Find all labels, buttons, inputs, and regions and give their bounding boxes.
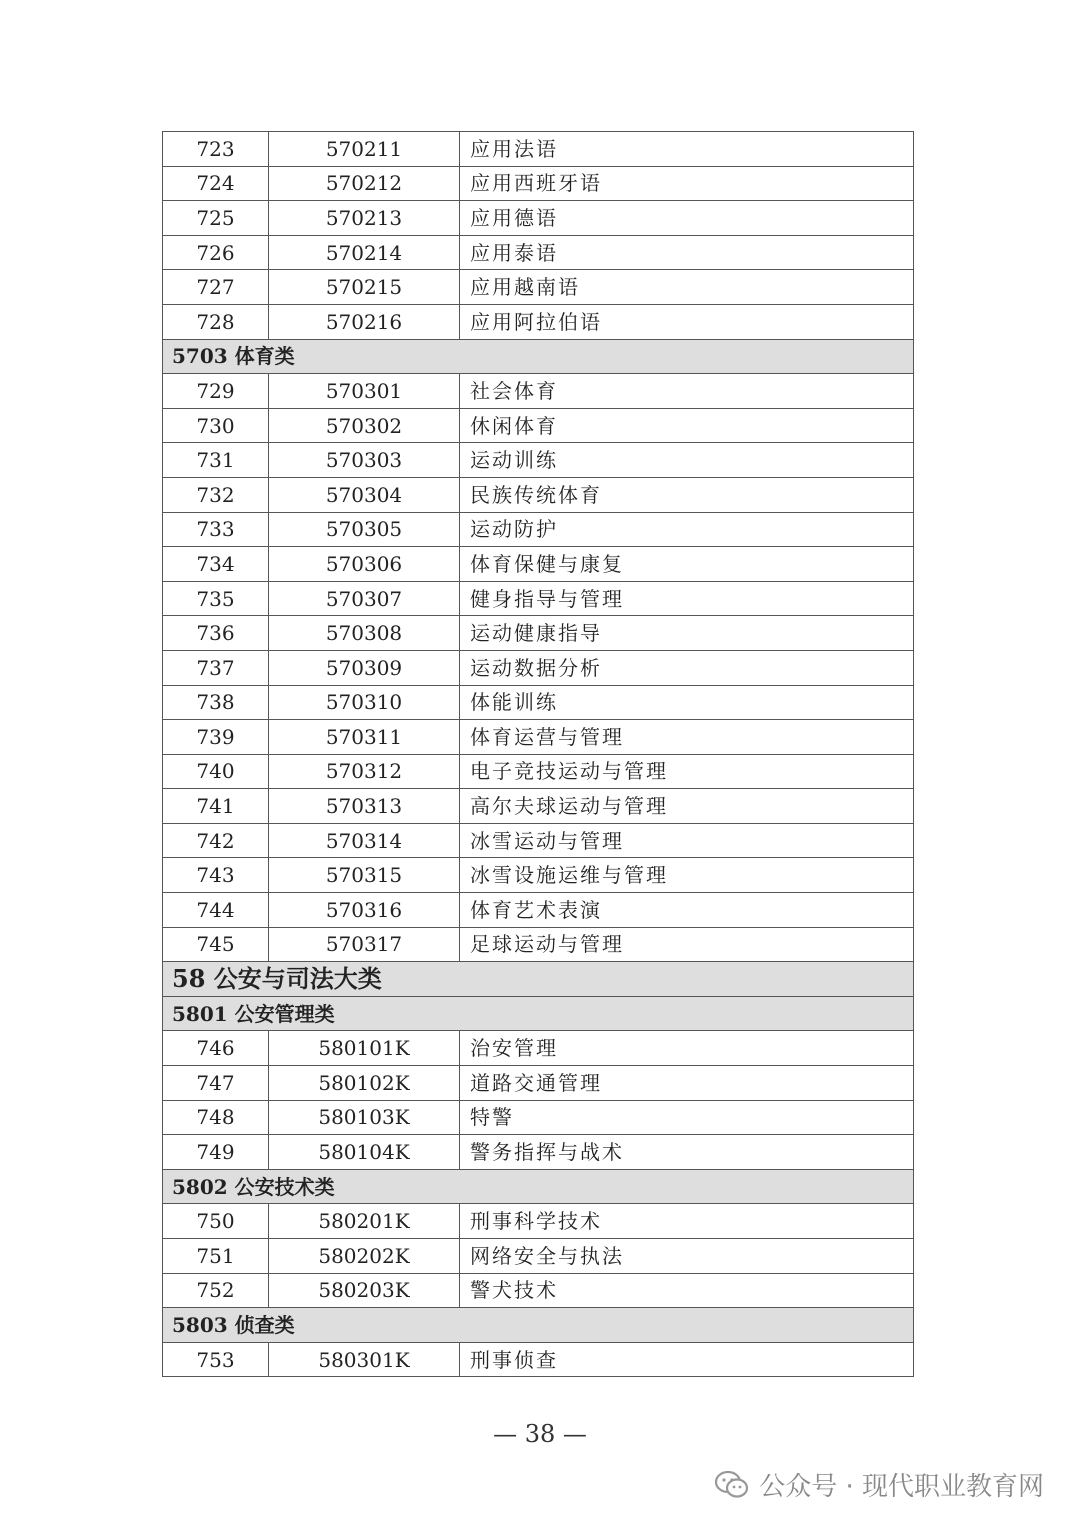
category-label: 5801 公安管理类 [163, 996, 914, 1031]
category-row [163, 339, 914, 374]
row-number: 749 [163, 1135, 269, 1170]
row-name: 健身指导与管理 [460, 581, 914, 616]
row-number: 724 [163, 166, 269, 201]
row-name: 刑事侦查 [460, 1342, 914, 1377]
table-row [163, 235, 914, 270]
row-name: 民族传统体育 [460, 477, 914, 512]
table-row [163, 650, 914, 685]
row-number: 729 [163, 374, 269, 409]
row-code: 570311 [269, 720, 460, 755]
row-number: 752 [163, 1273, 269, 1308]
row-code: 580104K [269, 1135, 460, 1170]
table-row [163, 512, 914, 547]
row-name: 电子竞技运动与管理 [460, 754, 914, 789]
row-name: 体育保健与康复 [460, 547, 914, 582]
row-name: 高尔夫球运动与管理 [460, 789, 914, 824]
row-number: 740 [163, 754, 269, 789]
category-row [163, 1308, 914, 1343]
table-row [163, 443, 914, 478]
row-code: 570211 [269, 132, 460, 167]
row-number: 731 [163, 443, 269, 478]
row-name: 运动防护 [460, 512, 914, 547]
row-code: 570309 [269, 650, 460, 685]
table-row [163, 581, 914, 616]
row-name: 冰雪设施运维与管理 [460, 858, 914, 893]
row-code: 570305 [269, 512, 460, 547]
row-name: 道路交通管理 [460, 1066, 914, 1101]
table-row [163, 201, 914, 236]
row-number: 743 [163, 858, 269, 893]
row-code: 580202K [269, 1239, 460, 1274]
table-row [163, 270, 914, 305]
row-number: 727 [163, 270, 269, 305]
row-name: 刑事科学技术 [460, 1204, 914, 1239]
row-name: 社会体育 [460, 374, 914, 409]
row-name: 警犬技术 [460, 1273, 914, 1308]
table-row [163, 1273, 914, 1308]
row-number: 745 [163, 927, 269, 962]
row-name: 运动训练 [460, 443, 914, 478]
row-code: 570312 [269, 754, 460, 789]
row-name: 体能训练 [460, 685, 914, 720]
row-code: 570316 [269, 893, 460, 928]
row-number: 738 [163, 685, 269, 720]
table-row [163, 1031, 914, 1066]
table-row [163, 166, 914, 201]
table-row [163, 132, 914, 167]
row-code: 570313 [269, 789, 460, 824]
row-code: 580301K [269, 1342, 460, 1377]
row-name: 应用德语 [460, 201, 914, 236]
row-name: 应用泰语 [460, 235, 914, 270]
row-number: 750 [163, 1204, 269, 1239]
row-number: 725 [163, 201, 269, 236]
row-code: 570302 [269, 408, 460, 443]
row-code: 570212 [269, 166, 460, 201]
row-number: 739 [163, 720, 269, 755]
row-name: 运动健康指导 [460, 616, 914, 651]
row-name: 应用越南语 [460, 270, 914, 305]
major-category-row [163, 962, 914, 997]
category-label: 58 公安与司法大类 [163, 962, 914, 997]
row-number: 730 [163, 408, 269, 443]
table-row [163, 1342, 914, 1377]
table-row [163, 789, 914, 824]
table-row [163, 720, 914, 755]
row-number: 733 [163, 512, 269, 547]
row-name: 足球运动与管理 [460, 927, 914, 962]
row-name: 特警 [460, 1100, 914, 1135]
table-row [163, 927, 914, 962]
row-code: 570307 [269, 581, 460, 616]
row-number: 736 [163, 616, 269, 651]
row-code: 570303 [269, 443, 460, 478]
category-label: 5803 侦查类 [163, 1308, 914, 1343]
category-row [163, 996, 914, 1031]
row-code: 580203K [269, 1273, 460, 1308]
category-label: 5703 体育类 [163, 339, 914, 374]
row-code: 570304 [269, 477, 460, 512]
row-number: 735 [163, 581, 269, 616]
table-row [163, 477, 914, 512]
row-number: 741 [163, 789, 269, 824]
row-code: 570214 [269, 235, 460, 270]
category-label: 5802 公安技术类 [163, 1169, 914, 1204]
row-code: 570310 [269, 685, 460, 720]
row-name: 警务指挥与战术 [460, 1135, 914, 1170]
table-row [163, 1204, 914, 1239]
row-number: 737 [163, 650, 269, 685]
row-number: 748 [163, 1100, 269, 1135]
table-row [163, 374, 914, 409]
row-name: 体育艺术表演 [460, 893, 914, 928]
row-number: 746 [163, 1031, 269, 1066]
row-number: 753 [163, 1342, 269, 1377]
wechat-icon [715, 1470, 749, 1500]
page-number: — 38 — [493, 1420, 587, 1448]
row-number: 742 [163, 823, 269, 858]
row-number: 734 [163, 547, 269, 582]
row-code: 580102K [269, 1066, 460, 1101]
row-code: 580201K [269, 1204, 460, 1239]
watermark [715, 1466, 1044, 1503]
table-body [163, 132, 914, 1377]
row-name: 体育运营与管理 [460, 720, 914, 755]
row-number: 747 [163, 1066, 269, 1101]
row-code: 570317 [269, 927, 460, 962]
row-number: 744 [163, 893, 269, 928]
row-name: 运动数据分析 [460, 650, 914, 685]
table-row [163, 823, 914, 858]
row-code: 570315 [269, 858, 460, 893]
row-code: 570216 [269, 304, 460, 339]
row-code: 580103K [269, 1100, 460, 1135]
row-number: 728 [163, 304, 269, 339]
row-name: 休闲体育 [460, 408, 914, 443]
row-name: 应用法语 [460, 132, 914, 167]
row-number: 723 [163, 132, 269, 167]
table-row [163, 1066, 914, 1101]
table-row [163, 685, 914, 720]
table-row [163, 1239, 914, 1274]
row-code: 570308 [269, 616, 460, 651]
table-row [163, 1100, 914, 1135]
table-row [163, 304, 914, 339]
table-row [163, 1135, 914, 1170]
table-row [163, 616, 914, 651]
row-code: 570301 [269, 374, 460, 409]
row-number: 732 [163, 477, 269, 512]
table-row [163, 547, 914, 582]
row-name: 治安管理 [460, 1031, 914, 1066]
watermark-text: 公众号 · 现代职业教育网 [759, 1472, 1044, 1502]
row-number: 751 [163, 1239, 269, 1274]
row-code: 570314 [269, 823, 460, 858]
table-row [163, 408, 914, 443]
row-name: 网络安全与执法 [460, 1239, 914, 1274]
category-row [163, 1169, 914, 1204]
row-name: 冰雪运动与管理 [460, 823, 914, 858]
specialty-table [162, 131, 914, 1377]
row-code: 570213 [269, 201, 460, 236]
table-row [163, 858, 914, 893]
row-code: 580101K [269, 1031, 460, 1066]
table-row [163, 893, 914, 928]
row-name: 应用西班牙语 [460, 166, 914, 201]
row-name: 应用阿拉伯语 [460, 304, 914, 339]
table-row [163, 754, 914, 789]
row-number: 726 [163, 235, 269, 270]
row-code: 570306 [269, 547, 460, 582]
row-code: 570215 [269, 270, 460, 305]
